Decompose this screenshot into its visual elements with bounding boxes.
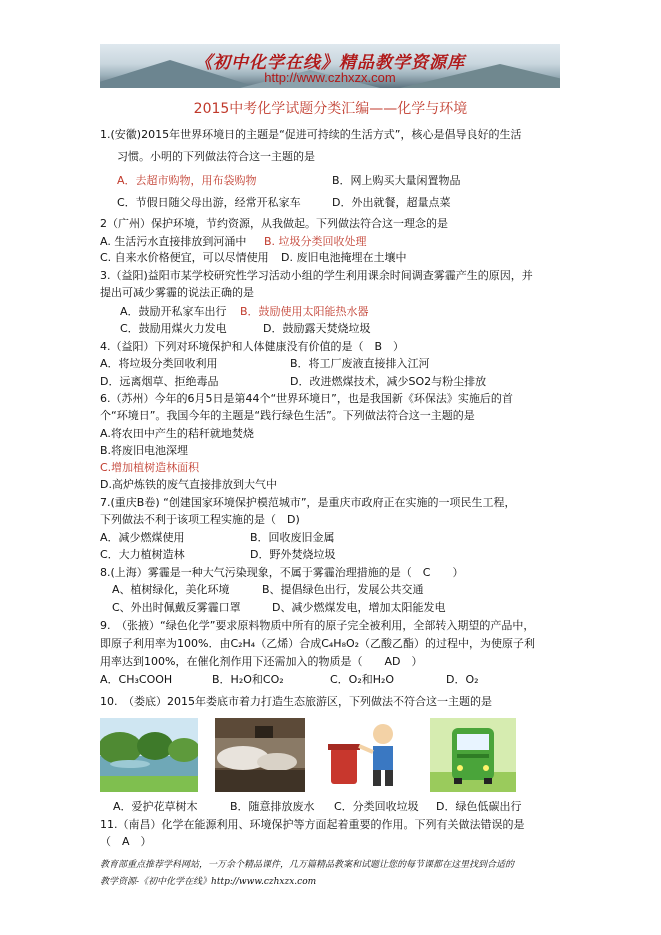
text-line: A、植树绿化，美化环境 [112, 583, 230, 596]
banner-title: 《初中化学在线》精品教学资源库 [195, 53, 465, 73]
text-line: D．鼓励露天焚烧垃圾 [263, 322, 371, 335]
text-line: A．鼓励开私家车出行 [120, 305, 227, 318]
text-line: 10. （娄底）2015年娄底市着力打造生态旅游区，下列做法不符合这一主题的是 [100, 695, 492, 708]
text-line: 1.(安徽)2015年世界环境日的主题是“促进可持续的生活方式”，核心是倡导良好的生活 [100, 128, 522, 141]
text-line: 下列做法不利于该项工程实施的是（ D) [100, 513, 300, 526]
text-line: B．随意排放废水 [230, 800, 315, 813]
text-line: C．大力植树造林 [100, 548, 185, 561]
text-line: B．将工厂废液直接排入江河 [290, 357, 430, 370]
text-line: C．节假日随父母出游，经常开私家车 [117, 196, 301, 209]
trees-lake-image [100, 718, 198, 792]
page-title: 2015中考化学试题分类汇编——化学与环境 [193, 101, 468, 117]
text-line: C. 自来水价格便宜，可以尽情使用 [100, 251, 269, 264]
text-line: D．远离烟草、拒绝毒品 [100, 375, 219, 388]
text-line: A．减少燃煤使用 [100, 531, 185, 544]
text-line: C．O₂和H₂O [330, 673, 395, 686]
header-banner [100, 44, 560, 88]
text-line: B. 垃圾分类回收处理 [264, 235, 367, 248]
text-line: 11.（南昌）化学在能源利用、环境保护等方面起着重要的作用。下列有关做法错误的是 [100, 818, 525, 831]
text-line: D．绿色低碳出行 [436, 800, 522, 813]
text-line: D、减少燃煤发电，增加太阳能发电 [272, 601, 446, 614]
text-line: C．分类回收垃圾 [334, 800, 419, 813]
text-line: D.高炉炼铁的废气直接排放到大气中 [100, 478, 277, 491]
text-line: A．去超市购物，用布袋购物 [117, 174, 257, 187]
text-line: （ A ） [100, 835, 152, 848]
text-line: 9. （张掖）“绿色化学”要求原料物质中所有的原子完全被利用，全部转入期望的产品中， [100, 619, 535, 632]
text-line: A.将农田中产生的秸秆就地焚烧 [100, 427, 254, 440]
text-line: B．网上购买大量闲置物品 [332, 174, 461, 187]
text-line: B、提倡绿色出行，发展公共交通 [262, 583, 424, 596]
green-bus-image [430, 718, 516, 792]
text-line: 个“环境日”。我国今年的主题是“践行绿色生活”。下列做法符合这一主题的是 [100, 409, 475, 422]
text-line: B．回收废旧金属 [250, 531, 335, 544]
text-line: C.增加植树造林面积 [100, 461, 200, 474]
footer-line-2: 教学资源-《初中化学在线》http://www.czhxzx.com [100, 877, 317, 887]
text-line: 提出可减少雾霾的说法正确的是 [100, 286, 254, 299]
text-line: B.将废旧电池深埋 [100, 444, 189, 457]
text-line: D．野外焚烧垃圾 [250, 548, 336, 561]
text-line: 3.（益阳)益阳市某学校研究性学习活动小组的学生利用课余时间调查雾霾产生的原因，并 [100, 269, 533, 282]
text-line: A．CH₃COOH [100, 673, 173, 686]
text-line: C、外出时佩戴反雾霾口罩 [112, 601, 241, 614]
text-line: 习惯。小明的下列做法符合这一主题的是 [117, 150, 315, 163]
banner-url-link[interactable]: http://www.czhxzx.com [264, 70, 396, 85]
text-line: 8.(上海）雾霾是一种大气污染现象，不属于雾霾治理措施的是（ C ） [100, 566, 464, 579]
footer-line-1: 教育部重点推荐学科网站，一万余个精品课件，几万篇精品教案和试题让您的每节课都在这里找到合适的 [100, 860, 515, 870]
text-line: A．爱护花草树木 [113, 800, 198, 813]
text-line: A．将垃圾分类回收利用 [100, 357, 218, 370]
text-line: 6.（苏州）今年的6月5日是第44个“世界环境日”，也是我国新《环保法》实施后的首 [100, 392, 513, 405]
text-line: 7.(重庆B卷) “创建国家环境保护模范城市”，是重庆市政府正在实施的一项民生工程， [100, 496, 516, 509]
text-line: D．改进燃煤技术，减少SO2与粉尘排放 [290, 375, 487, 388]
text-line: 用率达到100%，在催化剂作用下还需加入的物质是（ AD ） [100, 655, 423, 668]
text-line: D．外出就餐，超量点菜 [332, 196, 451, 209]
text-line: D. 废旧电池掩埋在土壤中 [281, 251, 407, 264]
text-line: 即原子利用率为100%．由C₂H₄（乙烯）合成C₄H₈O₂（乙酸乙酯）的过程中，为使原子利 [100, 637, 536, 650]
text-line: B．H₂O和CO₂ [212, 673, 284, 686]
recycling-bin-image [323, 718, 407, 792]
text-line: 4.（益阳）下列对环境保护和人体健康没有价值的是（ B ） [100, 340, 405, 353]
text-line: C．鼓励用煤火力发电 [120, 322, 227, 335]
polluted-water-image [215, 718, 305, 792]
text-line: B．鼓励使用太阳能热水器 [240, 305, 369, 318]
text-line: 2（广州）保护环境，节约资源，从我做起。下列做法符合这一理念的是 [100, 217, 448, 230]
text-line: D．O₂ [446, 673, 479, 686]
text-line: A. 生活污水直接排放到河涌中 [100, 235, 247, 248]
